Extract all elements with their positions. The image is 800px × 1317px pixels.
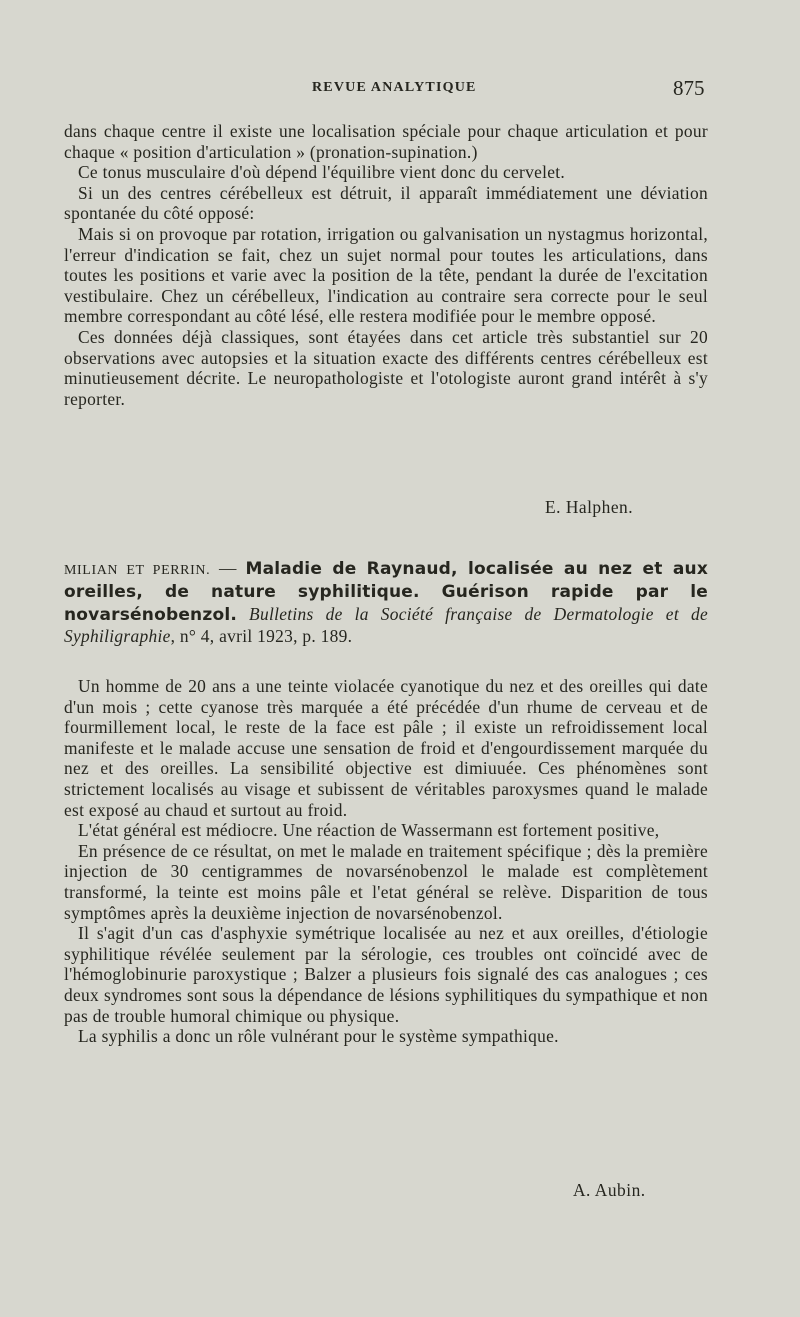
article-2-paragraph: Il s'agit d'un cas d'asphyxie symétrique localisée au nez et aux oreilles, d'étiologie syphilitique révélée seulement par la sérologie, ces troubles ont coïncidé avec de l'hémoglobinurie paroxystique ; Balzer a plusieurs fois signalé des cas analogues ; ces deux syndromes sont sous la dépendance de lésions syphilitiques du sympathique et non pas de trouble humoral chimique ou physique. <box>64 923 708 1026</box>
journal-citation: , n° 4, avril 1923, p. 189. <box>170 626 353 647</box>
article-authors: MILIAN ET PERRIN. <box>64 563 211 578</box>
article-1-body <box>64 121 708 409</box>
article-1-paragraph: Mais si on provoque par rotation, irrigation ou galvanisation un nystagmus horizontal, l'erreur d'indication se fait, chez un sujet normal pour toutes les articulations, dans toutes les positions et varie avec la position de la tête, pendant la durée de l'excitation vestibulaire. Chez un cérébelleux, l'indication au contraire sera correcte pour le seul membre correspondant au côté lésé, elle restera modifiée pour le membre opposé. <box>64 223 708 327</box>
article-1-paragraph: Ce tonus musculaire d'où dépend l'équilibre vient donc du cervelet. <box>78 162 566 183</box>
signature-text: E. Halphen. <box>545 497 634 517</box>
article-1-paragraph: Ces données déjà classiques, sont étayées dans cet article très substantiel sur 20 observations avec autopsies et la situation exacte des différents centres cérébelleux est minutieusement décrite. Le neuropathologiste et l'otologiste auront grand intérêt à s'y reporter. <box>64 326 708 409</box>
article-1-paragraph: dans chaque centre il existe une localisation spéciale pour chaque articulation et pour chaque « position d'articulation » (pronation-supination.) <box>64 121 708 162</box>
article-2-signature <box>573 1180 646 1201</box>
article-2-paragraph: En présence de ce résultat, on met le malade en traitement spécifique ; dès la première injection de 30 centigrammes de novarsénobenzol le malade est complètement transformé, la teinte est moins pâle et l'etat général se relève. Disparition de tous symptômes après la deuxième injection de novarsénobenzol. <box>64 840 708 923</box>
article-1-paragraph: Si un des centres cérébelleux est détruit, il apparaît immédiatement une déviation spontanée du côté opposé: <box>64 182 708 224</box>
article-title: Maladie de Raynaud, localisée au nez et aux oreilles, de nature syphilitique. Guérison rapide par le novarsénobenzol. <box>64 559 708 625</box>
article-2-body <box>64 676 708 1047</box>
page-number: 875 <box>673 76 705 100</box>
article-2-paragraph: La syphilis a donc un rôle vulnérant pour le système sympathique. <box>78 1026 559 1047</box>
title-dash: — <box>210 558 246 578</box>
article-2-heading <box>64 558 708 648</box>
signature-text: A. Aubin. <box>573 1180 646 1200</box>
article-2-paragraph: L'état général est médiocre. Une réaction de Wassermann est fortement positive, <box>78 820 660 841</box>
article-2-paragraph: Un homme de 20 ans a une teinte violacée cyanotique du nez et des oreilles qui date d'un mois ; cette cyanose très marquée a été précédée d'un rhume de cerveau et de fourmillement local, le reste de la face est pâle ; il existe un refroidissement local manifeste et le malade accuse une sensation de froid et d'engourdissement marquée du nez et des oreilles. La sensibilité objective est dimiuuée. Ces phénomènes sont strictement localisés au visage et subissent de véritables paroxysmes quand le malade est exposé au chaud et surtout au froid. <box>64 676 708 820</box>
page-header <box>0 78 800 102</box>
citation-block <box>64 558 708 648</box>
journal-name: Bulletins de la Société française de Dermatologie et de Syphiligraphie <box>64 603 708 647</box>
running-title: REVUE ANALYTIQUE <box>312 80 477 95</box>
article-1-signature <box>545 497 633 518</box>
